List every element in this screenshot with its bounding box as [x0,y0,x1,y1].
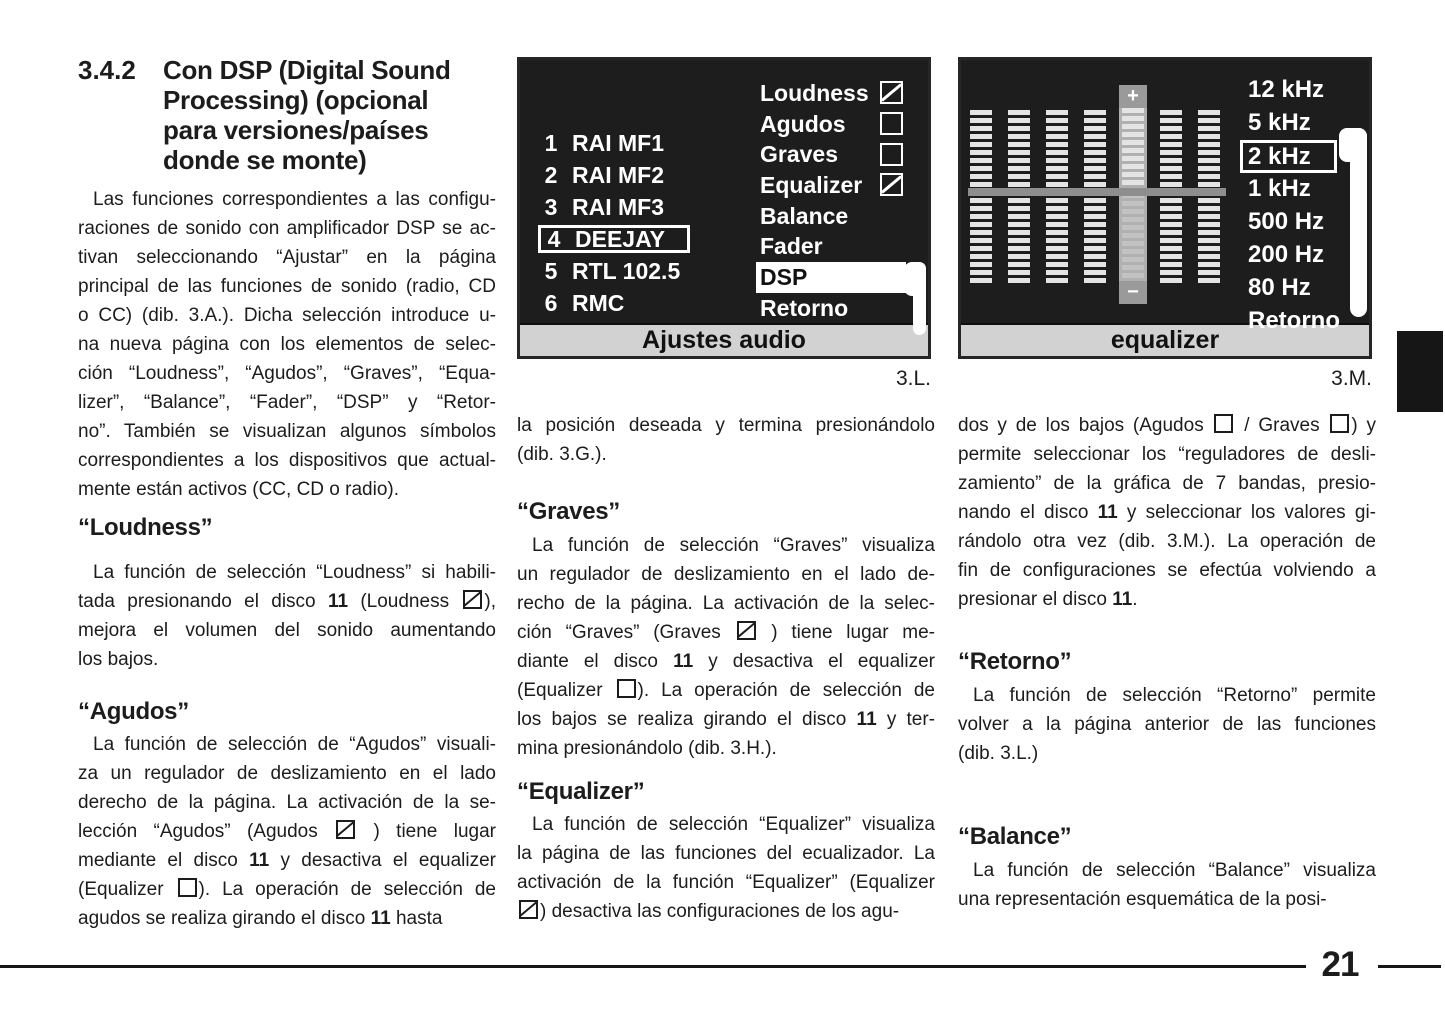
band-label: 500 Hz [1248,208,1325,235]
checked-box-icon [737,621,756,640]
middle-column-cont [517,411,935,469]
selection-tab-icon [913,262,926,335]
eq-column [1198,110,1220,286]
display-title-bar: equalizer [961,323,1369,356]
checkbox-icon [880,143,903,166]
station-row: 5 RTL 102.5 [544,257,681,284]
right-column-balance [958,856,1376,914]
paragraph-equalizer: La función de selección “Equalizer” visualiza la página de las funciones del ecualizador. La activación de la función “Equalizer” (Equalizer ) desactiva las configuraciones de los agu- [517,814,935,922]
footer-rule-short [1378,965,1441,968]
band-label-list [1248,74,1358,337]
eq-column [1046,110,1068,286]
band-label: 1 kHz [1248,175,1311,203]
radio-display-figure [517,57,931,359]
section-heading [78,55,451,175]
checked-box-icon [336,820,355,839]
middle-column-graves [517,531,935,763]
band-label-selected: 2 kHz [1248,140,1358,173]
station-list [538,127,690,319]
station-row: 2 RAI MF2 [544,161,664,188]
plus-icon: + [1119,85,1147,108]
section-title: Con DSP (Digital Sound Processing) (opcional para versiones/países donde se monte) [163,55,451,175]
menu-item-agudos: Agudos [756,109,906,140]
checked-box-icon [519,900,538,919]
paragraph-agudos: La función de selección de “Agudos” visuali- za un regulador de deslizamiento en el lado derecho de la página. La activación de la se- lección “Agudos” (Agudos ) tiene lugar mediante el disco 11 y desactiva el equalizer (Equalizer ). La operación de selección de agudos se realiza girando el disco 11 hasta [78,734,497,929]
chapter-edge-tab [1397,331,1443,412]
selection-tab-icon [1350,128,1367,317]
band-label: 12 kHz [1248,76,1325,104]
minus-icon: − [1119,281,1147,304]
heading-graves: “Graves” [517,498,620,525]
middle-column-equalizer [517,810,935,926]
station-row: 3 RAI MF3 [544,193,664,220]
equalizer-display-content [961,60,1369,334]
left-column-loudness [78,558,496,674]
menu-item-balance: Balance [760,202,849,229]
empty-box-icon [178,878,197,897]
station-row: 6 RMC [544,289,625,316]
left-column-agudos [78,730,496,933]
paragraph-continuation: la posición deseada y termina presionándolo (dib. 3.G.). [517,415,935,465]
menu-item-graves: Graves [756,139,906,170]
band-label: Retorno [1248,306,1340,334]
eq-column [1008,110,1030,286]
radio-display-content [520,60,928,323]
menu-item-loudness: Loudness [756,78,906,109]
paragraph-loudness: La función de selección “Loudness” si habili- tada presionando el disco 11 (Loudness ), mejora el volumen del sonido aumentando los bajos. [78,562,496,670]
figure-caption-3m: 3.M. [1331,367,1372,390]
footer-rule [0,965,1306,968]
display-title-bar: Ajustes audio [520,323,928,356]
checkbox-icon [880,81,903,104]
left-column-intro [78,185,496,504]
band-label: 5 kHz [1248,109,1311,137]
eq-column [970,110,992,286]
menu-item-dsp: DSP [756,262,906,293]
eq-column [1160,110,1182,286]
paragraph-retorno: La función de selección “Retorno” permite volver a la página anterior de las funciones (dib. 3.L.) [958,685,1376,764]
checked-box-icon [463,590,482,609]
empty-box-icon [617,679,636,698]
band-label: 200 Hz [1248,240,1325,268]
right-column-cont [958,411,1376,614]
menu-item-retorno: Retorno [760,294,849,321]
heading-equalizer: “Equalizer” [517,778,645,805]
heading-loudness: “Loudness” [78,514,213,541]
figure-caption-3l: 3.L. [895,367,931,390]
eq-column [1084,110,1106,286]
station-row: 1 RAI MF1 [544,129,664,156]
eq-center-band [968,188,1226,196]
station-row-selected: 4 DEEJAY [538,225,690,253]
paragraph-graves: La función de selección “Graves” visualiza un regulador de deslizamiento en el lado de- recho de la página. La activación de la selec- ción “Graves” (Graves ) tiene lugar me- diante el disco 11 y desactiva el equalizer (Equalizer ). La operación de selección de los bajos se realiza girando el disco 11 y ter- mina presionándolo (dib. 3.H.). [517,535,936,759]
paragraph-continuation: dos y de los bajos (Agudos / Graves ) y permite seleccionar los “reguladores de desli- zamiento” de la gráfica de 7 bandas, presio- nando el disco 11 y seleccionar los valores gi- rándolo otra vez (dib. 3.M.). La operación de fin de configuraciones se efectúa volviendo a presionar el disco 11. [958,415,1376,610]
checkbox-icon [880,112,903,135]
menu-item-equalizer: Equalizer [756,170,906,201]
page-number: 21 [1321,945,1359,984]
band-label: 80 Hz [1248,273,1311,301]
empty-box-icon [1214,414,1233,433]
checkbox-icon [880,173,903,196]
audio-menu [756,78,906,324]
menu-item-fader: Fader [760,233,823,260]
heading-retorno: “Retorno” [958,648,1072,675]
section-number: 3.4.2 [78,55,136,85]
right-column-retorno [958,681,1376,768]
heading-agudos: “Agudos” [78,698,189,725]
paragraph-balance: La función de selección “Balance” visualiza una representación esquemática de la posi- [958,860,1376,910]
paragraph-intro: Las funciones correspondientes a las configu- raciones de sonido con amplificador DSP se ac- tivan seleccionando “Ajustar” en la página principal de las funciones de sonido (radio, CD o CC) (dib. 3.A.). Dicha selección introduce u- na nueva página con los elementos de selec- ción “Loudness”, “Agudos”, “Graves”, “Equa- lizer”, “Balance”, “Fader”, “DSP” y “Retor- no”. También se visualizan algunos símbolos correspondientes a los dispositivos que actual- mente están activos (CC, CD o radio). [78,189,496,500]
empty-box-icon [1330,414,1349,433]
equalizer-display-figure [958,57,1372,359]
heading-balance: “Balance” [958,823,1072,850]
